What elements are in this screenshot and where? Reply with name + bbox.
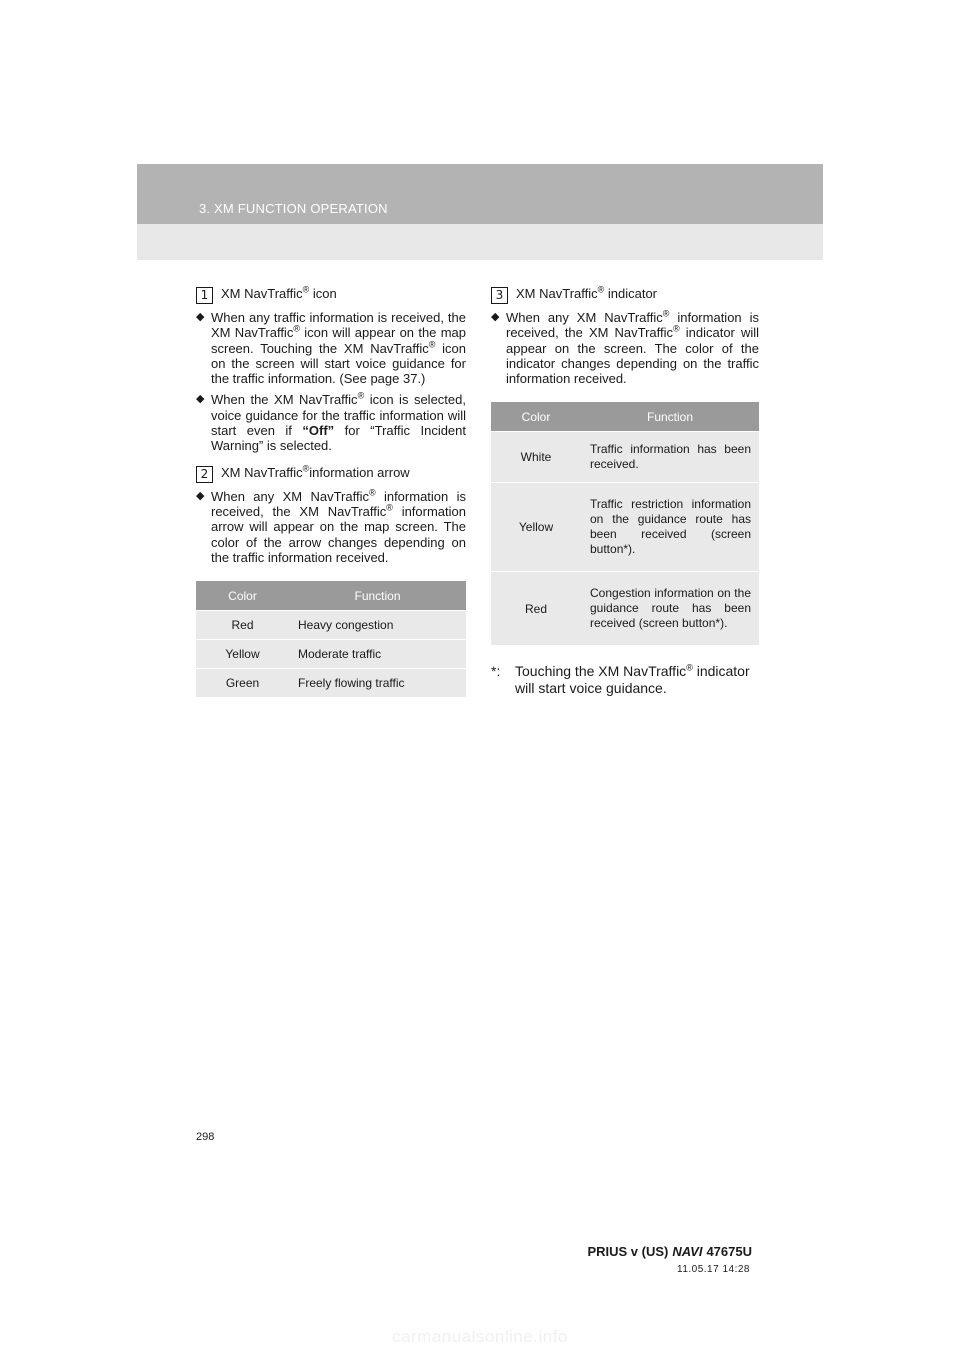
bold-setting-value: “Off” <box>302 423 335 439</box>
header-band <box>137 164 823 260</box>
right-column <box>491 285 759 697</box>
bullet-text: information arrow will appear on the map screen. The color of the arrow changes depending on the traffic information received. <box>211 503 467 565</box>
table-row <box>491 432 759 483</box>
registered-mark: ® <box>357 391 365 402</box>
bullet-text: icon on the screen will start voice guidance for the traffic information. (See page 37.) <box>211 340 467 387</box>
bullet-text: icon will appear on the map screen. Touching the XM NavTraffic <box>211 325 467 356</box>
heading-text-tail: indicator <box>604 286 658 301</box>
color-cell: Green <box>196 669 289 698</box>
registered-mark: ® <box>428 339 436 350</box>
registered-mark: ® <box>302 284 310 295</box>
arrow-color-table <box>196 581 466 697</box>
registered-mark: ® <box>662 308 670 319</box>
page-number: 298 <box>196 1131 215 1143</box>
registered-mark: ® <box>686 662 693 673</box>
footnote-text: indicator will start voice guidance. <box>515 663 750 697</box>
table-row <box>196 611 466 640</box>
item-3-heading <box>491 285 759 303</box>
diamond-bullet-icon: ◆ <box>491 311 500 323</box>
heading-text: XM NavTraffic <box>516 286 598 301</box>
bullet-text: information is received, the XM NavTraffic <box>506 310 759 341</box>
table-header-row <box>491 402 759 432</box>
table-row <box>196 669 466 698</box>
footnote <box>491 663 759 697</box>
registered-mark: ® <box>673 323 680 334</box>
item-1-heading <box>196 285 466 303</box>
diamond-bullet-icon: ◆ <box>196 311 205 323</box>
bullet-text: icon is selected, voice guidance for the traffic information will start even if <box>211 392 466 439</box>
footer-navi: NAVI <box>672 1244 703 1259</box>
item-number-box: 2 <box>196 466 213 483</box>
item-2-heading <box>196 464 466 482</box>
bullet-text: indicator will appear on the screen. The color of the indicator changes depending on the traffic information received. <box>506 325 759 387</box>
header-top-bar <box>137 164 823 224</box>
function-cell: Congestion information on the guidance route has been received (screen button*). <box>581 572 759 646</box>
color-cell: Red <box>196 611 289 640</box>
item-number-box: 3 <box>491 287 508 304</box>
left-column <box>196 285 466 697</box>
heading-text-tail: icon <box>309 286 337 301</box>
footer-model <box>587 1244 752 1259</box>
function-cell: Freely flowing traffic <box>289 669 466 698</box>
bullet-item <box>491 310 759 386</box>
color-cell: Red <box>491 572 581 646</box>
column-header-color: Color <box>196 581 289 611</box>
color-cell: White <box>491 432 581 483</box>
table-row <box>196 640 466 669</box>
column-header-color: Color <box>491 402 581 432</box>
table-header-row <box>196 581 466 611</box>
registered-mark: ® <box>597 284 605 295</box>
footer-model-name: PRIUS v (US) <box>587 1244 669 1259</box>
function-cell: Moderate traffic <box>289 640 466 669</box>
registered-mark: ® <box>302 463 310 474</box>
bullet-text: When the XM NavTraffic <box>211 392 358 408</box>
bullet-text: When any XM NavTraffic <box>211 488 369 504</box>
footnote-marker: *: <box>491 663 501 680</box>
column-header-function: Function <box>289 581 466 611</box>
footnote-text: Touching the XM NavTraffic <box>515 663 687 680</box>
footer-date: 11.05.17 14:28 <box>677 1264 750 1275</box>
item-number-box: 1 <box>196 287 213 304</box>
registered-mark: ® <box>386 502 393 513</box>
color-cell: Yellow <box>491 483 581 572</box>
table-row <box>491 572 759 646</box>
heading-text: XM NavTraffic <box>221 286 303 301</box>
column-header-function: Function <box>581 402 759 432</box>
color-cell: Yellow <box>196 640 289 669</box>
heading-text-tail: information arrow <box>309 464 410 480</box>
diamond-bullet-icon: ◆ <box>196 393 205 406</box>
watermark: carmanualsonline.info <box>392 1327 568 1346</box>
function-cell: Heavy congestion <box>289 611 466 640</box>
footer-code: 47675U <box>706 1244 752 1259</box>
registered-mark: ® <box>368 487 376 498</box>
indicator-color-table <box>491 402 759 645</box>
section-title: 3. XM FUNCTION OPERATION <box>199 201 388 216</box>
diamond-bullet-icon: ◆ <box>196 489 205 502</box>
heading-text: XM NavTraffic <box>221 464 303 480</box>
function-cell: Traffic information has been received. <box>581 432 759 483</box>
bullet-item <box>196 489 466 565</box>
function-cell: Traffic restriction information on the guidance route has been received (screen button*). <box>581 483 759 572</box>
registered-mark: ® <box>293 323 300 334</box>
bullet-text: for “Traffic Incident Warning” is selected. <box>211 423 467 454</box>
bullet-item <box>196 392 466 453</box>
bullet-text: When any XM NavTraffic <box>506 310 663 325</box>
bullet-text: information is received, the XM NavTraffic <box>211 488 466 519</box>
bullet-text: When any traffic information is received, the XM NavTraffic <box>211 310 466 341</box>
bullet-item <box>196 310 466 386</box>
table-row <box>491 483 759 572</box>
